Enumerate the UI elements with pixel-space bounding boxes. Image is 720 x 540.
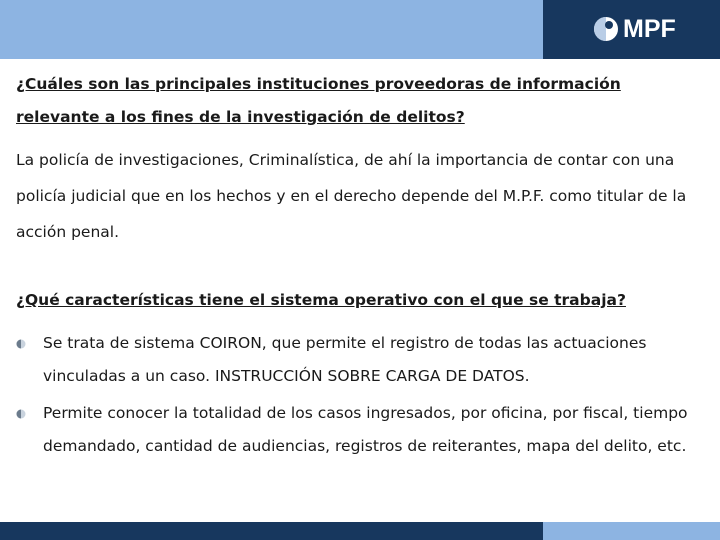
list-item [16, 327, 696, 393]
footer-band-left [0, 522, 543, 540]
bullet-text: Se trata de sistema COIRON, que permite el registro de todas las actuaciones vinculadas a un caso. INSTRUCCIÓN SOBRE CARGA DE DATOS. [43, 334, 647, 385]
mpf-circle-logo-icon [593, 16, 619, 42]
list-item [16, 397, 696, 463]
question-2: ¿Qué características tiene el sistema operativo con el que se trabaja? [16, 291, 626, 309]
header-band [0, 0, 543, 59]
answer-1: La policía de investigaciones, Criminalística, de ahí la importancia de contar con una policía judicial que en los hechos y en el derecho depende del M.P.F. como titular de la acción penal. [16, 151, 687, 241]
bullet-list [16, 327, 696, 463]
logo-text: MPF [623, 15, 676, 43]
mpf-logo [593, 14, 676, 44]
footer-band-right [543, 522, 720, 540]
half-circle-bullet-icon [16, 339, 26, 349]
slide-content [16, 68, 696, 467]
bullet-text: Permite conocer la totalidad de los casos ingresados, por oficina, por fiscal, tiempo demandado, cantidad de audiencias, registros de reiterantes, mapa del delito, etc. [43, 404, 688, 455]
half-circle-bullet-icon [16, 409, 26, 419]
question-1: ¿Cuáles son las principales instituciones proveedoras de información relevante a los fines de la investigación de delitos? [16, 75, 621, 126]
